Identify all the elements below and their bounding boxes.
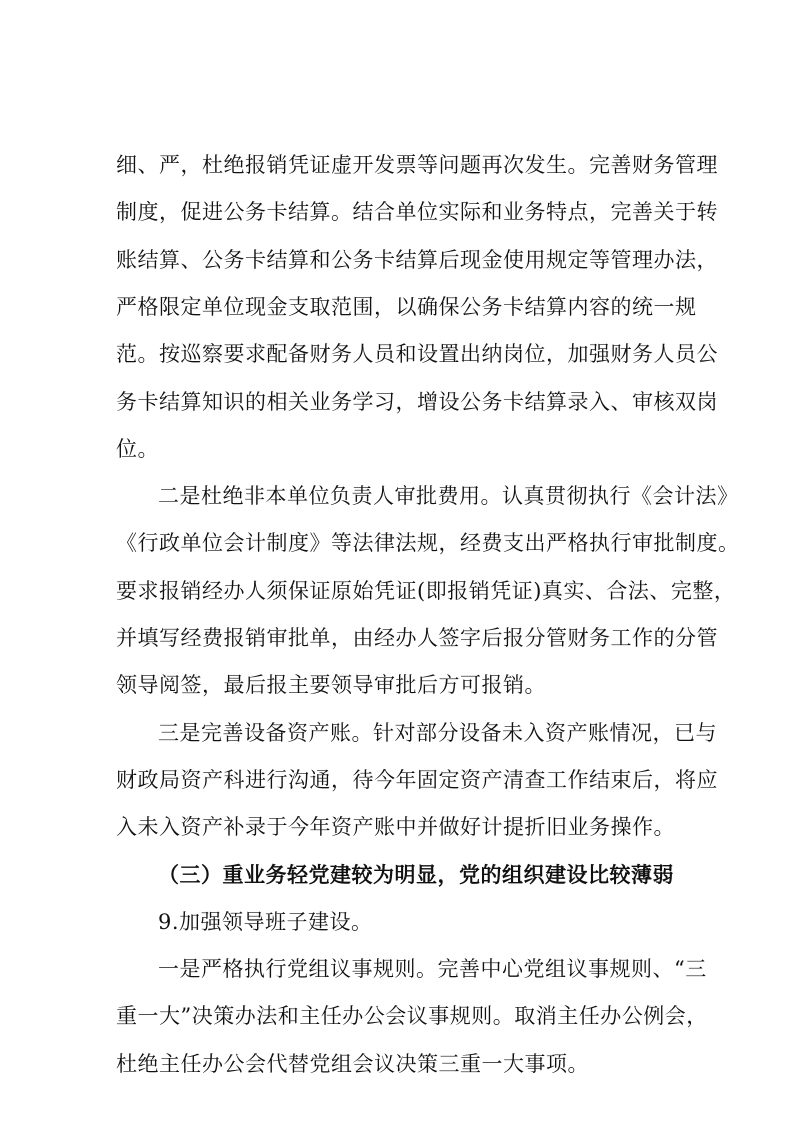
paragraph-line: 入未入资产补录于今年资产账中并做好计提折旧业务操作。 [116,815,675,839]
paragraph-line: 三是完善设备资产账。针对部分设备未入资产账情况，已与 [158,721,717,745]
paragraph-line: 位。 [116,437,159,461]
paragraph-line: 细、严，杜绝报销凭证虚开发票等问题再次发生。完善财务管理 [116,153,718,177]
paragraph-line: 《行政单位会计制度》等法律法规，经费支出严格执行审批制度。 [116,531,740,555]
paragraph-line: 二是杜绝非本单位负责人审批费用。认真贯彻执行《会计法》 [158,484,739,508]
paragraph-line: 并填写经费报销审批单，由经办人签字后报分管财务工作的分管 [116,626,718,650]
paragraph-line: 一是严格执行党组议事规则。完善中心党组议事规则、“三 [158,957,707,981]
paragraph-line: 杜绝主任办公会代替党组会议决策三重一大事项。 [116,1052,589,1076]
section-heading: （三）重业务轻党建较为明显，党的组织建设比较薄弱 [158,862,674,887]
item-title: 9.加强领导班子建设。 [158,910,373,934]
paragraph-line: 范。按巡察要求配备财务人员和设置出纳岗位，加强财务人员公 [116,342,718,366]
paragraph-line: 务卡结算知识的相关业务学习，增设公务卡结算录入、审核双岗 [116,390,718,414]
paragraph-line: 领导阅签，最后报主要领导审批后方可报销。 [116,673,546,697]
paragraph-line: 严格限定单位现金支取范围，以确保公务卡结算内容的统一规 [116,295,697,319]
paragraph-line: 要求报销经办人须保证原始凭证(即报销凭证)真实、合法、完整， [116,579,736,603]
paragraph-line: 财政局资产科进行沟通，待今年固定资产清查工作结束后，将应 [116,768,718,792]
paragraph-line: 账结算、公务卡结算和公务卡结算后现金使用规定等管理办法， [116,248,718,272]
paragraph-line: 重一大”决策办法和主任办公会议事规则。取消主任办公例会， [116,1004,708,1028]
paragraph-line: 制度，促进公务卡结算。结合单位实际和业务特点，完善关于转 [116,200,718,224]
